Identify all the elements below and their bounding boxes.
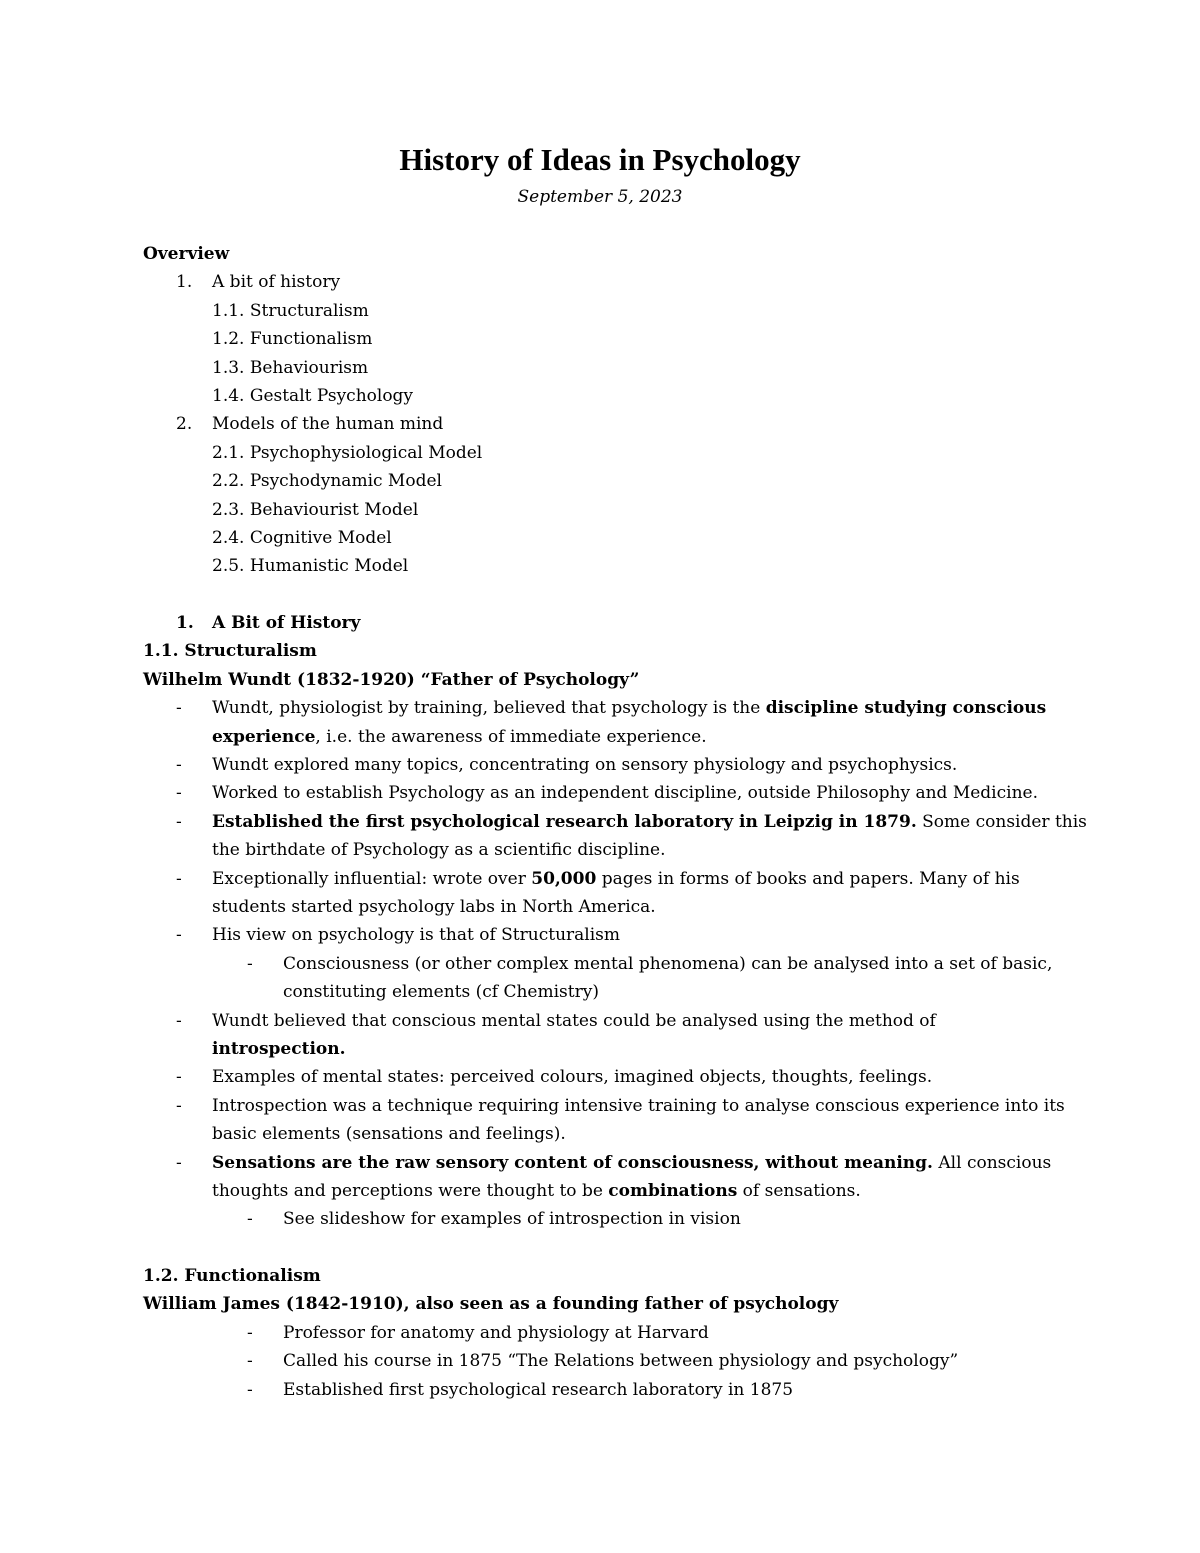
item-number: 2. <box>176 414 193 435</box>
subsection-heading: 1.1. Structuralism <box>143 641 317 662</box>
dash-marker: - <box>176 1152 182 1173</box>
item-label: Functionalism <box>249 329 373 350</box>
bullet-text: See slideshow for examples of introspection in vision <box>283 1209 741 1230</box>
bullet-continuation <box>143 1177 1073 1205</box>
bullet-item <box>143 1149 1073 1177</box>
bullet-text: Exceptionally influential: wrote over <box>212 868 532 889</box>
dash-marker: - <box>176 1010 182 1031</box>
bullet-continuation: constituting elements (cf Chemistry) <box>283 982 599 1003</box>
bullet-item <box>143 1063 1073 1091</box>
overview-subitem <box>143 297 1073 325</box>
bullet-emphasis: experience <box>212 726 316 747</box>
bullet-item <box>143 921 1073 949</box>
bullet-item <box>143 751 1073 779</box>
dash-marker: - <box>176 1067 182 1088</box>
overview-subitem <box>143 467 1073 495</box>
sub-bullet-item <box>143 1319 1073 1347</box>
spacer <box>143 581 1073 609</box>
overview-item <box>143 410 1073 438</box>
bullet-continuation: students started psychology labs in North America. <box>212 896 656 917</box>
dash-marker: - <box>247 1379 253 1400</box>
bullet-text: Called his course in 1875 “The Relations between physiology and psychology” <box>283 1351 959 1372</box>
overview-subitem <box>143 325 1073 353</box>
item-number: 1.2. <box>212 329 245 350</box>
bullet-text: Worked to establish Psychology as an independent discipline, outside Philosophy and Medicine. <box>212 783 1038 804</box>
overview-subitem <box>143 354 1073 382</box>
item-label: Structuralism <box>249 300 369 321</box>
item-number: 2.1. <box>212 442 245 463</box>
bullet-text: Wundt believed that conscious mental states could be analysed using the method of <box>212 1010 936 1031</box>
item-number: 2.2. <box>212 471 245 492</box>
document-title: History of Ideas in Psychology <box>399 142 801 177</box>
bullet-text: , i.e. the awareness of immediate experience. <box>315 726 707 747</box>
bullet-item <box>143 865 1073 893</box>
bullet-text: Consciousness (or other complex mental phenomena) can be analysed into a set of basic, <box>283 953 1053 974</box>
sub-bullet-item <box>143 950 1073 978</box>
bullet-text: Examples of mental states: perceived colours, imagined objects, thoughts, feelings. <box>212 1067 933 1088</box>
bullet-text: Wundt explored many topics, concentrating on sensory physiology and psychophysics. <box>212 755 958 776</box>
item-number: 1. <box>176 272 193 293</box>
dash-marker: - <box>176 783 182 804</box>
bullet-emphasis: discipline studying conscious <box>765 698 1047 719</box>
bullet-continuation <box>143 723 1073 751</box>
overview-subitem <box>143 496 1073 524</box>
bullet-text: Wundt, physiologist by training, believed that psychology is the <box>212 698 766 719</box>
item-label: Psychodynamic Model <box>249 471 442 492</box>
item-number: 1.1. <box>212 300 245 321</box>
bullet-item <box>143 808 1087 836</box>
sub-bullet-item <box>143 1205 1073 1233</box>
bullet-text: Professor for anatomy and physiology at Harvard <box>283 1322 709 1343</box>
item-label: Behaviourism <box>249 357 369 378</box>
sub-bullet-item <box>143 1347 1073 1375</box>
dash-marker: - <box>176 1095 182 1116</box>
overview-item <box>143 268 1073 296</box>
bullet-text: His view on psychology is that of Structuralism <box>212 925 620 946</box>
item-label: Gestalt Psychology <box>249 385 414 406</box>
bullet-continuation: basic elements (sensations and feelings). <box>212 1124 566 1145</box>
overview-subitem <box>143 439 1073 467</box>
bullet-emphasis: 50,000 <box>531 868 597 889</box>
dash-marker: - <box>247 1209 253 1230</box>
item-number: 1.3. <box>212 357 245 378</box>
bullet-item <box>143 779 1073 807</box>
dash-marker: - <box>176 811 182 832</box>
spacer <box>143 1234 1073 1262</box>
section-number: 1. <box>176 613 194 634</box>
dash-marker: - <box>176 698 182 719</box>
dash-marker: - <box>247 953 253 974</box>
item-label: Models of the human mind <box>212 414 444 435</box>
document-body <box>143 240 1087 1404</box>
item-label: Behaviourist Model <box>249 499 419 520</box>
bullet-item <box>143 1007 1073 1035</box>
overview-heading: Overview <box>143 244 230 264</box>
dash-marker: - <box>247 1351 253 1372</box>
overview-subitem <box>143 382 1073 410</box>
bullet-emphasis: combinations <box>608 1180 738 1201</box>
dash-marker: - <box>176 868 182 889</box>
dash-marker: - <box>176 925 182 946</box>
person-heading: William James (1842-1910), also seen as a founding father of psychology <box>143 1294 839 1315</box>
item-number: 2.5. <box>212 556 245 577</box>
bullet-text: Some consider this <box>916 811 1087 832</box>
section-title: A Bit of History <box>212 613 361 634</box>
item-number: 2.3. <box>212 499 245 520</box>
overview-subitem <box>143 552 1073 580</box>
bullet-item <box>143 1092 1073 1120</box>
overview-subitem <box>143 524 1073 552</box>
bullet-text: of sensations. <box>737 1180 861 1201</box>
item-label: Humanistic Model <box>249 556 409 577</box>
item-number: 1.4. <box>212 385 245 406</box>
item-label: Psychophysiological Model <box>249 442 483 463</box>
bullet-item <box>143 694 1073 722</box>
section-heading <box>143 609 1073 637</box>
bullet-continuation: the birthdate of Psychology as a scientific discipline. <box>212 840 666 861</box>
bullet-emphasis: Established the first psychological research laboratory in Leipzig in 1879. <box>212 811 917 832</box>
item-label: Cognitive Model <box>249 527 392 548</box>
bullet-text: All conscious <box>932 1152 1052 1173</box>
bullet-text: Established first psychological research laboratory in 1875 <box>283 1379 794 1400</box>
dash-marker: - <box>176 755 182 776</box>
dash-marker: - <box>247 1322 253 1343</box>
item-label: A bit of history <box>212 272 341 293</box>
sub-bullet-item <box>143 1376 1073 1404</box>
document-date: September 5, 2023 <box>517 187 683 207</box>
person-heading: Wilhelm Wundt (1832-1920) “Father of Psychology” <box>143 669 640 690</box>
bullet-text: thoughts and perceptions were thought to be <box>212 1180 609 1201</box>
bullet-continuation: introspection. <box>212 1038 346 1059</box>
subsection-heading: 1.2. Functionalism <box>143 1266 321 1287</box>
bullet-emphasis: Sensations are the raw sensory content of consciousness, without meaning. <box>212 1152 933 1173</box>
bullet-text: Introspection was a technique requiring intensive training to analyse conscious experience into its <box>212 1095 1065 1116</box>
bullet-text: pages in forms of books and papers. Many of his <box>596 868 1020 889</box>
item-number: 2.4. <box>212 527 245 548</box>
